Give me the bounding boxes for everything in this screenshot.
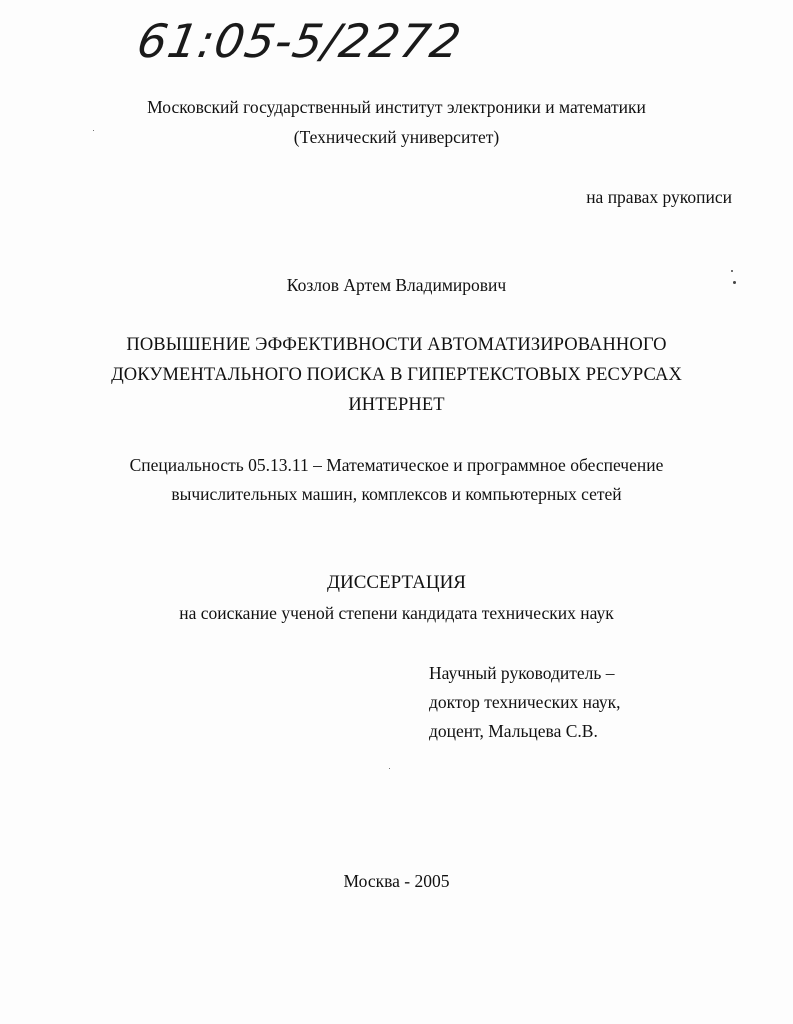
institute-subtitle: (Технический университет) <box>293 127 500 147</box>
scan-speck <box>733 281 736 284</box>
title-line-1: ПОВЫШЕНИЕ ЭФФЕКТИВНОСТИ АВТОМАТИЗИРОВАННОГО <box>126 335 667 355</box>
handwritten-archive-number: 61:05-5/2272 <box>133 14 466 68</box>
degree-line: на соискание ученой степени кандидата технических наук <box>179 603 614 623</box>
scan-speck <box>93 130 94 131</box>
specialty-line-1: Специальность 05.13.11 – Математическое и программное обеспечение <box>129 455 664 475</box>
supervisor-line-2: доктор технических наук, <box>429 692 621 712</box>
author-name: Козлов Артем Владимирович <box>286 275 507 295</box>
title-line-3: ИНТЕРНЕТ <box>348 395 445 415</box>
title-line-2: ДОКУМЕНТАЛЬНОГО ПОИСКА В ГИПЕРТЕКСТОВЫХ РЕСУРСАХ <box>111 365 682 385</box>
supervisor-line-3: доцент, Мальцева С.В. <box>429 721 598 741</box>
supervisor-line-1: Научный руководитель – <box>429 663 615 683</box>
scan-speck <box>389 768 390 769</box>
work-type: ДИССЕРТАЦИЯ <box>327 572 466 593</box>
manuscript-note: на правах рукописи <box>586 187 732 207</box>
specialty-line-2: вычислительных машин, комплексов и компьютерных сетей <box>171 484 622 504</box>
place-year: Москва - 2005 <box>343 871 450 891</box>
institute-name: Московский государственный институт электроники и математики <box>147 97 646 117</box>
scan-speck <box>731 270 733 272</box>
